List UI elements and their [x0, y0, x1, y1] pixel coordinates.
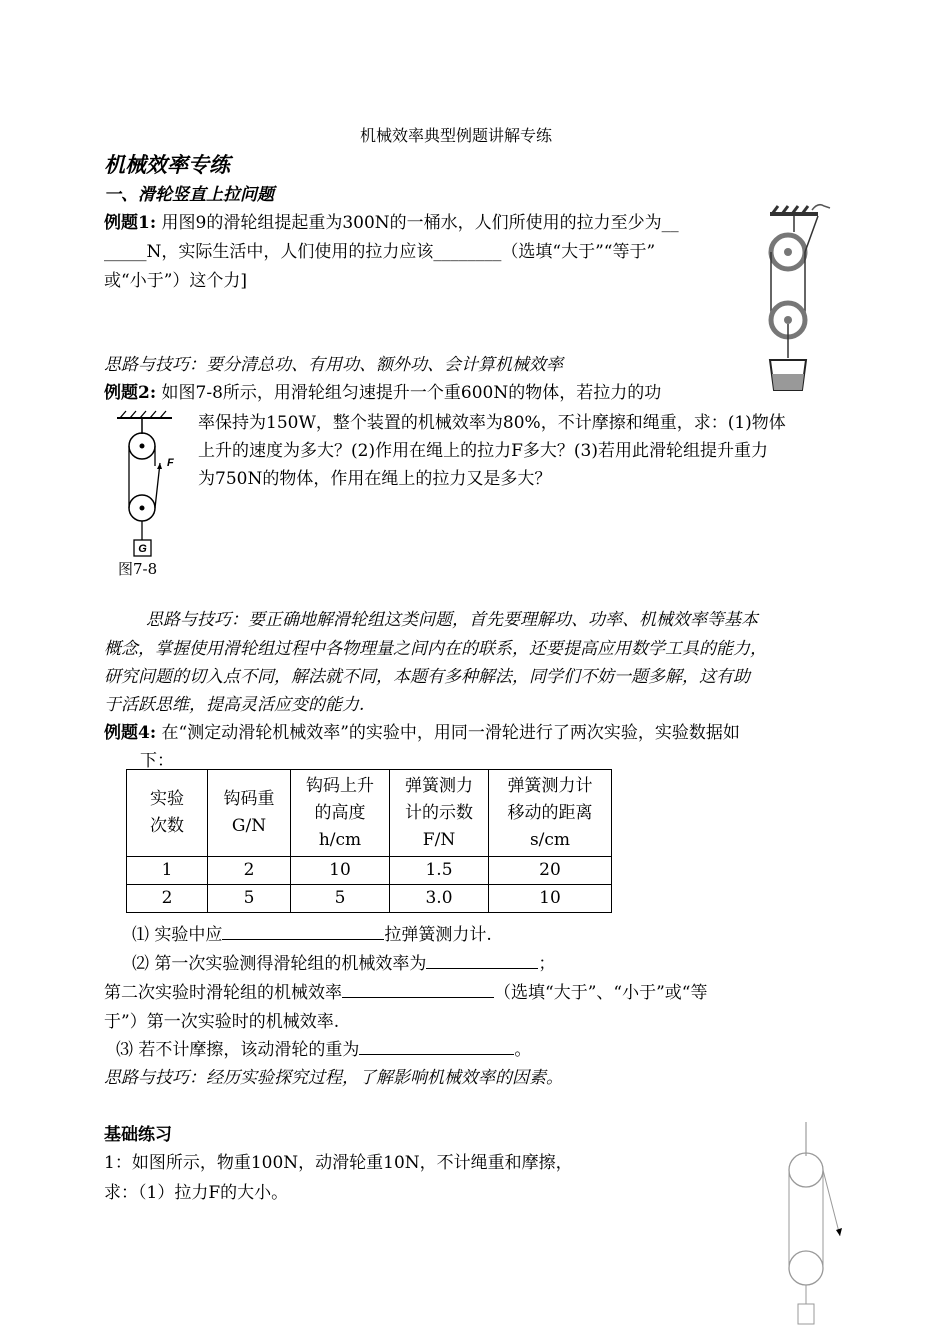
question2-text-c: 第二次实验时滑轮组的机械效率 — [104, 983, 342, 1003]
table-cell: 5 — [291, 885, 390, 913]
question3-text-b: 。 — [514, 1040, 532, 1060]
table-cell: 2 — [127, 885, 208, 913]
figure-7-8-pulley — [112, 408, 182, 563]
example4-line1 — [104, 718, 740, 743]
header-text: 钩码上升 — [306, 775, 374, 796]
figure-label-F: F — [167, 457, 174, 469]
question1 — [132, 920, 492, 945]
question2-text-d: （选填“大于”、“小于”或“等 — [494, 983, 708, 1003]
table-cell: 10 — [489, 885, 612, 913]
tip2-line3: 研究问题的切入点不同，解法就不同，本题有多种解法，同学们不妨一题多解，这有助 — [104, 667, 750, 687]
question3 — [116, 1035, 531, 1060]
question1-text-a: ⑴ 实验中应 — [132, 925, 223, 945]
figure-caption-7-8: 图7-8 — [118, 560, 158, 578]
header-text: 的高度 — [314, 802, 366, 823]
section-heading-pulley: 一、滑轮竖直上拉问题 — [104, 185, 274, 205]
section-heading-practice: 基础练习 — [104, 1125, 172, 1145]
header-text: 弹簧测力 — [405, 775, 473, 796]
example2-text1: 如图7-8所示，用滑轮组匀速提升一个重600N的物体，若拉力的功 — [161, 383, 662, 403]
practice-pulley-figure — [780, 1118, 860, 1338]
tip4: 思路与技巧：经历实验探究过程，了解影响机械效率的因素。 — [104, 1068, 563, 1088]
question2-line2 — [104, 978, 707, 1003]
header-text: F/N — [422, 829, 456, 850]
example2-line4: 为750N的物体，作用在绳上的拉力又是多大？ — [198, 469, 552, 489]
question3-text-a: ⑶ 若不计摩擦，该动滑轮的重为 — [116, 1040, 360, 1060]
header-text: h/cm — [318, 829, 362, 850]
example1-line3: 或“小于”）这个力] — [104, 271, 248, 291]
question2-text-a: ⑵ 第一次实验测得滑轮组的机械效率为 — [132, 954, 427, 974]
tip2-line1: 思路与技巧：要正确地解滑轮组这类问题，首先要理解功、功率、机械效率等基本 — [146, 610, 758, 630]
example1-line2: _____N，实际生活中，人们使用的拉力应该________（选填“大于”“等于” — [104, 242, 656, 262]
example1-label: 例题1: — [104, 213, 157, 233]
table-cell: 2 — [208, 857, 291, 885]
table-cell: 5 — [208, 885, 291, 913]
header-text: 移动的距离 — [507, 802, 593, 823]
tip2-line4: 于活跃思维，提高灵活应变的能力. — [104, 695, 365, 715]
header-text: 次数 — [150, 816, 184, 836]
header-text: 弹簧测力计 — [507, 775, 593, 796]
table-header-cell — [291, 770, 390, 857]
example2-line1 — [104, 378, 661, 403]
table-cell: 10 — [291, 857, 390, 885]
tip1: 思路与技巧：要分清总功、有用功、额外功、会计算机械效率 — [104, 355, 563, 375]
table-header-cell — [489, 770, 612, 857]
question2 — [132, 949, 555, 974]
answer-blank-1[interactable] — [222, 925, 384, 940]
example4-line2: 下： — [140, 751, 174, 771]
example4-text1: 在“测定动滑轮机械效率”的实验中，用同一滑轮进行了两次实验，实验数据如 — [161, 723, 740, 743]
page-heading: 机械效率专练 — [104, 152, 230, 177]
answer-blank-2[interactable] — [426, 954, 538, 969]
example2-line3: 上升的速度为多大？(2)作用在绳上的拉力F多大？(3)若用此滑轮组提升重力 — [198, 441, 768, 461]
header-text: G/N — [231, 816, 267, 836]
tip2-line2: 概念，掌握使用滑轮组过程中各物理量之间内在的联系，还要提高应用数学工具的能力， — [104, 639, 767, 659]
experiment-data-table — [126, 769, 612, 913]
header-text: 钩码重 — [223, 789, 275, 809]
table-header-cell — [208, 770, 291, 857]
question2-text-b: ； — [538, 954, 556, 974]
question1-text-b: 拉弹簧测力计. — [384, 925, 492, 945]
example2-label: 例题2: — [104, 383, 157, 403]
table-header-cell — [127, 770, 208, 857]
answer-blank-4[interactable] — [359, 1040, 514, 1055]
table-row — [127, 885, 612, 913]
example1-text1: 用图9的滑轮组提起重为300N的一桶水，人们所使用的拉力至少为__ — [161, 213, 679, 233]
table-cell: 20 — [489, 857, 612, 885]
bucket-pulley-figure — [760, 200, 840, 400]
example1-line1 — [104, 208, 679, 233]
header-text: 计的示数 — [405, 802, 473, 823]
header-text: 实验 — [150, 789, 184, 809]
practice1-line2: 求：（1）拉力F的大小。 — [104, 1183, 289, 1203]
answer-blank-3[interactable] — [342, 983, 494, 998]
figure-label-G: G — [138, 543, 147, 555]
header-text: s/cm — [529, 829, 571, 850]
table-cell: 3.0 — [390, 885, 489, 913]
table-header-row — [127, 770, 612, 857]
practice1-line1: 1：如图所示，物重100N，动滑轮重10N，不计绳重和摩擦， — [104, 1153, 573, 1173]
question2-line3: 于”）第一次实验时的机械效率. — [104, 1012, 340, 1032]
example4-label: 例题4: — [104, 723, 157, 743]
doc-title: 机械效率典型例题讲解专练 — [360, 126, 553, 145]
table-header-cell — [390, 770, 489, 857]
table-row — [127, 857, 612, 885]
table-cell: 1.5 — [390, 857, 489, 885]
example2-line2: 率保持为150W，整个装置的机械效率为80%，不计摩擦和绳重，求：(1)物体 — [198, 413, 786, 433]
table-cell: 1 — [127, 857, 208, 885]
